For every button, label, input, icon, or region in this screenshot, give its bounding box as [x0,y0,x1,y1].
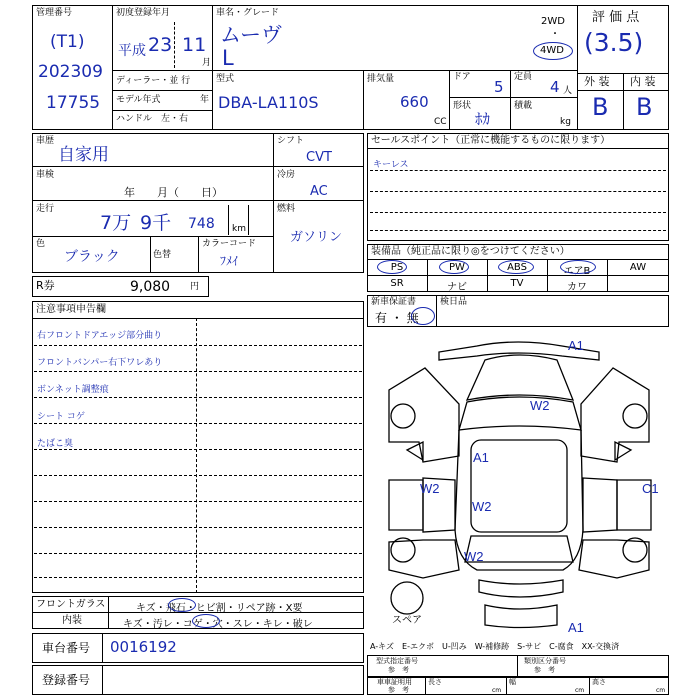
teiin-unit: 人 [563,86,573,96]
height-label: 高さ [592,678,606,686]
rken-label: R券 [36,279,55,292]
keijo-label: 形状 [453,101,472,111]
equip-abs-circle [498,260,534,274]
naiso-label: 内 装 [630,75,656,88]
note-item-4: シート コゲ [37,412,85,422]
shift-label: シフト [277,136,305,146]
frame-label: 車台番号 [42,641,91,655]
spare-label: スペア [392,615,422,626]
mark-w2-left: W2 [420,481,440,496]
year: 23 [148,34,173,56]
height-cm: cm [656,687,666,694]
width-cm: cm [575,687,585,694]
naiso: B [636,93,653,121]
door-label: ドア [453,72,471,82]
equip-abs: ABS [507,262,527,273]
grade: L [222,46,234,70]
model-year-unit: 年 [200,95,210,105]
soko-man: 7万 [100,212,132,234]
class-label: 類別区分番号 [524,657,566,665]
front-glass-options: キズ・飛石・ヒビ割・リペア跡・X要 [136,603,303,614]
soko-rest: 748 [188,216,215,232]
mark-a1-top: A1 [568,338,584,353]
equip-pw: PW [449,262,465,273]
score: (3.5) [584,28,644,57]
mark-w2-hood: W2 [530,398,550,413]
length-cm: cm [492,687,502,694]
equip-airbag: エアB [563,266,591,277]
equip-airbag-circle [560,260,596,274]
cert-sub: 参 考 [388,686,409,694]
rken-block [32,276,209,297]
mark-a1-bottom: A1 [568,620,584,635]
iro: ブラック [64,249,120,265]
note-item-5: たばこ臭 [37,439,74,449]
shaken-fields: 年 月（ 日） [124,186,223,199]
frame-no: 0016192 [110,638,177,656]
kanri-no1: 202309 [38,62,103,82]
note-item-3: ボンネット調整痕 [37,385,109,395]
haikiryo-label: 排気量 [367,74,395,84]
sekisai-label: 積載 [514,101,533,111]
note-item-1: 右フロントドアエッジ部分曲り [37,331,163,341]
irogae-label: 色替 [153,250,172,260]
sales-title: セールスポイント（正常に機能するものに限ります） [371,135,611,146]
mark-a1-door: A1 [473,450,489,465]
keijo: ﾎｶ [475,110,491,128]
equipment-title: 装備品（純正品に限り◎をつけてください） [371,246,570,257]
car-diagram [367,330,669,630]
katashiki: DBA-LA110S [218,93,319,112]
gaiso-label: 外 装 [584,75,610,88]
equip-navi: ナビ [447,282,467,293]
type-approval-label: 型式指定番号 [376,657,418,665]
reg-label: 登録番号 [42,673,91,687]
gaiso: B [592,93,609,121]
reibo: AC [310,184,328,199]
handle-label: ハンドル 左・右 [116,114,189,124]
drive-dot: ・ [550,29,560,40]
katashiki-label: 型式 [216,74,235,84]
shift: CVT [306,150,332,165]
interior-options: キズ・汚レ・コゲ・穴・スレ・キレ・破レ [123,619,313,630]
front-glass-label: フロントガラス [36,599,106,610]
dealer-label: ディーラー・並 行 [116,76,191,86]
mark-w2-center: W2 [472,499,492,514]
cert-label: 車車証明用 [377,678,412,686]
shodo-label: 初度登録年月 [116,8,171,18]
equip-aw: AW [629,262,647,273]
cert-block [367,677,669,695]
warranty-value: 有 ・ 無 [375,311,419,325]
door: 5 [494,78,504,96]
equip-leather: カワ [567,282,587,293]
equip-sr: SR [390,278,404,289]
sales-block [367,133,669,241]
interior-label: 内装 [62,615,82,626]
type-approval-sub: 参 考 [388,666,409,674]
class-sub: 参 考 [534,666,555,674]
kg-unit: kg [560,117,571,127]
damage-legend: A-キズ E-エクボ U-凹み W-補修跡 S-サビ C-腐食 XX-交換済 [370,642,620,651]
sales-line-1: キーレス [373,160,409,170]
car-name: ムーヴ [220,23,282,47]
width-label: 幅 [509,678,516,686]
soko-sen: 9千 [140,212,172,234]
month: 11 [182,34,207,56]
kanri-t: (T1) [50,32,85,52]
color-code: ﾌﾒｲ [220,254,239,268]
equip-tv: TV [510,278,524,289]
mark-w2-lower: W2 [464,549,484,564]
shaken-label: 車検 [36,170,55,180]
month-unit: 月 [202,58,212,68]
warranty-dates: 検日品 [440,297,468,307]
nenryo: ガソリン [290,230,343,245]
equip-ps-circle [377,260,407,274]
warranty-label: 新車保証書 [371,297,417,307]
model-year-label: モデル年式 [116,95,161,105]
header-block [32,5,669,130]
shareki-label: 車歴 [36,136,55,146]
nenryo-label: 燃料 [277,204,296,214]
equip-pw-circle [439,260,469,274]
era: 平成 [118,43,146,59]
cc-unit: CC [434,117,447,127]
mark-c1-right: C1 [642,481,659,496]
yen-unit: 円 [190,282,200,292]
interior-circle [192,614,220,628]
soko-label: 走行 [36,204,55,214]
rken: 9,080 [130,279,171,295]
length-label: 長さ [428,678,442,686]
hyoka-label: 評 価 点 [592,10,640,25]
teiin-label: 定員 [514,72,533,82]
drive-2wd: 2WD [541,16,565,27]
notes-title: 注意事項申告欄 [36,304,106,315]
shareki: 自家用 [58,145,109,165]
note-item-2: フロントバンパー右下ワレあり [37,358,163,368]
teiin: 4 [550,78,560,96]
shamei-label: 車名・グレード [216,8,280,18]
warranty-circle [411,307,435,325]
drive-4wd-circle [533,42,573,60]
haikiryo: 660 [400,93,429,111]
iro-label: 色 [36,239,46,249]
drive-4wd: 4WD [540,45,564,56]
front-glass-circle [168,598,196,612]
color-code-label: カラーコード [202,239,257,249]
kanri-label: 管理番号 [36,8,73,18]
km-unit: km [232,224,246,234]
kanri-no2: 17755 [46,93,101,113]
reibo-label: 冷房 [277,170,296,180]
equip-ps: PS [390,262,404,273]
